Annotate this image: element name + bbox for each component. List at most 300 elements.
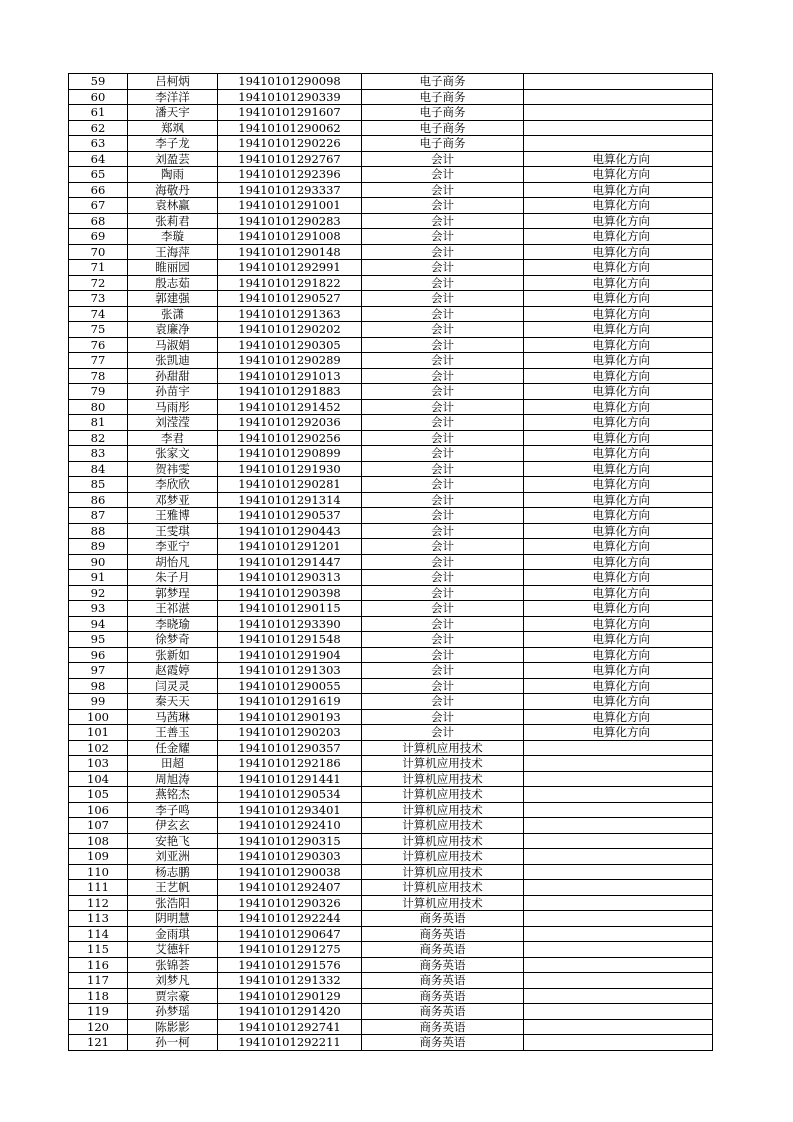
student-id-cell: 19410101290202 <box>218 322 362 338</box>
table-row <box>69 849 713 865</box>
major-cell: 会计 <box>362 601 524 617</box>
direction-cell <box>524 926 713 942</box>
student-id-cell: 19410101290281 <box>218 477 362 493</box>
row-number-cell: 113 <box>69 911 128 927</box>
student-id-cell: 19410101293337 <box>218 182 362 198</box>
direction-cell <box>524 756 713 772</box>
student-name-cell: 刘盈芸 <box>128 151 218 167</box>
table-row <box>69 275 713 291</box>
student-name-cell: 陈影影 <box>128 1019 218 1035</box>
row-number-cell: 118 <box>69 988 128 1004</box>
direction-cell: 电算化方向 <box>524 415 713 431</box>
student-name-cell: 邓梦亚 <box>128 492 218 508</box>
major-cell: 会计 <box>362 616 524 632</box>
direction-cell <box>524 957 713 973</box>
table-row <box>69 198 713 214</box>
row-number-cell: 60 <box>69 89 128 105</box>
table-row <box>69 229 713 245</box>
student-name-cell: 袁廉净 <box>128 322 218 338</box>
student-id-cell: 19410101290256 <box>218 430 362 446</box>
row-number-cell: 111 <box>69 880 128 896</box>
major-cell: 会计 <box>362 477 524 493</box>
student-name-cell: 李子鸣 <box>128 802 218 818</box>
row-number-cell: 67 <box>69 198 128 214</box>
student-id-cell: 19410101291332 <box>218 973 362 989</box>
direction-cell: 电算化方向 <box>524 570 713 586</box>
direction-cell: 电算化方向 <box>524 678 713 694</box>
student-id-cell: 19410101293401 <box>218 802 362 818</box>
row-number-cell: 110 <box>69 864 128 880</box>
major-cell: 会计 <box>362 384 524 400</box>
table-row <box>69 570 713 586</box>
row-number-cell: 83 <box>69 446 128 462</box>
student-id-cell: 19410101291452 <box>218 399 362 415</box>
direction-cell: 电算化方向 <box>524 554 713 570</box>
direction-cell: 电算化方向 <box>524 461 713 477</box>
major-cell: 电子商务 <box>362 89 524 105</box>
student-id-cell: 19410101290315 <box>218 833 362 849</box>
student-name-cell: 刘滢滢 <box>128 415 218 431</box>
table-row <box>69 244 713 260</box>
student-name-cell: 郑飒 <box>128 120 218 136</box>
direction-cell: 电算化方向 <box>524 694 713 710</box>
student-name-cell: 李洋洋 <box>128 89 218 105</box>
table-row <box>69 926 713 942</box>
table-row <box>69 353 713 369</box>
student-id-cell: 19410101290443 <box>218 523 362 539</box>
direction-cell <box>524 895 713 911</box>
table-row <box>69 833 713 849</box>
direction-cell: 电算化方向 <box>524 477 713 493</box>
direction-cell: 电算化方向 <box>524 368 713 384</box>
table-row <box>69 895 713 911</box>
major-cell: 会计 <box>362 508 524 524</box>
major-cell: 会计 <box>362 554 524 570</box>
table-row <box>69 446 713 462</box>
major-cell: 会计 <box>362 461 524 477</box>
row-number-cell: 69 <box>69 229 128 245</box>
major-cell: 会计 <box>362 446 524 462</box>
direction-cell: 电算化方向 <box>524 632 713 648</box>
student-id-cell: 19410101291420 <box>218 1004 362 1020</box>
student-id-cell: 19410101291883 <box>218 384 362 400</box>
student-name-cell: 伊玄玄 <box>128 818 218 834</box>
table-row <box>69 260 713 276</box>
student-name-cell: 李子龙 <box>128 136 218 152</box>
row-number-cell: 116 <box>69 957 128 973</box>
direction-cell: 电算化方向 <box>524 229 713 245</box>
major-cell: 会计 <box>362 182 524 198</box>
major-cell: 商务英语 <box>362 911 524 927</box>
student-id-cell: 19410101290098 <box>218 74 362 90</box>
row-number-cell: 98 <box>69 678 128 694</box>
table-row <box>69 1004 713 1020</box>
direction-cell <box>524 973 713 989</box>
student-name-cell: 袁林赢 <box>128 198 218 214</box>
student-name-cell: 赵霞婷 <box>128 663 218 679</box>
direction-cell <box>524 771 713 787</box>
student-name-cell: 马茜琳 <box>128 709 218 725</box>
table-row <box>69 213 713 229</box>
student-id-cell: 19410101292410 <box>218 818 362 834</box>
table-row <box>69 136 713 152</box>
student-name-cell: 睢丽园 <box>128 260 218 276</box>
row-number-cell: 96 <box>69 647 128 663</box>
student-name-cell: 李君 <box>128 430 218 446</box>
direction-cell: 电算化方向 <box>524 585 713 601</box>
row-number-cell: 64 <box>69 151 128 167</box>
direction-cell: 电算化方向 <box>524 725 713 741</box>
direction-cell: 电算化方向 <box>524 353 713 369</box>
student-id-cell: 19410101290055 <box>218 678 362 694</box>
direction-cell: 电算化方向 <box>524 663 713 679</box>
table-row <box>69 632 713 648</box>
student-id-cell: 19410101290193 <box>218 709 362 725</box>
row-number-cell: 79 <box>69 384 128 400</box>
direction-cell: 电算化方向 <box>524 260 713 276</box>
student-name-cell: 李欣欣 <box>128 477 218 493</box>
table-row <box>69 182 713 198</box>
table-row <box>69 492 713 508</box>
major-cell: 计算机应用技术 <box>362 818 524 834</box>
student-name-cell: 贾宗豪 <box>128 988 218 1004</box>
student-name-cell: 金雨琪 <box>128 926 218 942</box>
row-number-cell: 93 <box>69 601 128 617</box>
student-name-cell: 刘梦凡 <box>128 973 218 989</box>
major-cell: 会计 <box>362 275 524 291</box>
major-cell: 会计 <box>362 260 524 276</box>
student-id-cell: 19410101292407 <box>218 880 362 896</box>
student-name-cell: 李亚宁 <box>128 539 218 555</box>
table-row <box>69 647 713 663</box>
student-name-cell: 燕铭杰 <box>128 787 218 803</box>
major-cell: 会计 <box>362 151 524 167</box>
student-name-cell: 艾德轩 <box>128 942 218 958</box>
table-row <box>69 120 713 136</box>
row-number-cell: 66 <box>69 182 128 198</box>
row-number-cell: 120 <box>69 1019 128 1035</box>
student-id-cell: 19410101290537 <box>218 508 362 524</box>
student-name-cell: 田超 <box>128 756 218 772</box>
major-cell: 商务英语 <box>362 973 524 989</box>
table-row <box>69 880 713 896</box>
student-id-cell: 19410101291441 <box>218 771 362 787</box>
row-number-cell: 78 <box>69 368 128 384</box>
row-number-cell: 115 <box>69 942 128 958</box>
student-id-cell: 19410101292186 <box>218 756 362 772</box>
direction-cell: 电算化方向 <box>524 275 713 291</box>
row-number-cell: 71 <box>69 260 128 276</box>
student-name-cell: 吕柯炳 <box>128 74 218 90</box>
direction-cell: 电算化方向 <box>524 508 713 524</box>
direction-cell: 电算化方向 <box>524 337 713 353</box>
row-number-cell: 117 <box>69 973 128 989</box>
direction-cell: 电算化方向 <box>524 709 713 725</box>
major-cell: 计算机应用技术 <box>362 833 524 849</box>
row-number-cell: 103 <box>69 756 128 772</box>
major-cell: 会计 <box>362 647 524 663</box>
direction-cell <box>524 911 713 927</box>
student-id-cell: 19410101292767 <box>218 151 362 167</box>
student-id-cell: 19410101291447 <box>218 554 362 570</box>
row-number-cell: 89 <box>69 539 128 555</box>
table-row <box>69 694 713 710</box>
direction-cell <box>524 787 713 803</box>
direction-cell: 电算化方向 <box>524 539 713 555</box>
direction-cell: 电算化方向 <box>524 399 713 415</box>
student-id-cell: 19410101290148 <box>218 244 362 260</box>
direction-cell: 电算化方向 <box>524 198 713 214</box>
student-id-cell: 19410101290062 <box>218 120 362 136</box>
major-cell: 商务英语 <box>362 1035 524 1051</box>
major-cell: 商务英语 <box>362 1019 524 1035</box>
major-cell: 会计 <box>362 709 524 725</box>
row-number-cell: 61 <box>69 105 128 121</box>
table-row <box>69 585 713 601</box>
direction-cell <box>524 89 713 105</box>
major-cell: 会计 <box>362 368 524 384</box>
table-row <box>69 740 713 756</box>
table-row <box>69 709 713 725</box>
major-cell: 会计 <box>362 167 524 183</box>
major-cell: 电子商务 <box>362 74 524 90</box>
student-id-cell: 19410101290038 <box>218 864 362 880</box>
direction-cell: 电算化方向 <box>524 182 713 198</box>
row-number-cell: 94 <box>69 616 128 632</box>
student-name-cell: 王祁湛 <box>128 601 218 617</box>
student-id-cell: 19410101291201 <box>218 539 362 555</box>
row-number-cell: 102 <box>69 740 128 756</box>
major-cell: 会计 <box>362 663 524 679</box>
row-number-cell: 109 <box>69 849 128 865</box>
major-cell: 会计 <box>362 244 524 260</box>
table-row <box>69 477 713 493</box>
row-number-cell: 82 <box>69 430 128 446</box>
direction-cell <box>524 818 713 834</box>
student-id-cell: 19410101290129 <box>218 988 362 1004</box>
table-row <box>69 291 713 307</box>
direction-cell: 电算化方向 <box>524 523 713 539</box>
table-row <box>69 725 713 741</box>
table-row <box>69 337 713 353</box>
major-cell: 会计 <box>362 678 524 694</box>
student-name-cell: 马淑娟 <box>128 337 218 353</box>
table-row <box>69 151 713 167</box>
row-number-cell: 108 <box>69 833 128 849</box>
row-number-cell: 90 <box>69 554 128 570</box>
table-row <box>69 942 713 958</box>
row-number-cell: 107 <box>69 818 128 834</box>
student-roster-table <box>68 73 713 1051</box>
row-number-cell: 91 <box>69 570 128 586</box>
student-id-cell: 19410101290339 <box>218 89 362 105</box>
table-row <box>69 539 713 555</box>
student-name-cell: 任金耀 <box>128 740 218 756</box>
major-cell: 会计 <box>362 415 524 431</box>
student-id-cell: 19410101292036 <box>218 415 362 431</box>
major-cell: 会计 <box>362 585 524 601</box>
major-cell: 计算机应用技术 <box>362 895 524 911</box>
row-number-cell: 92 <box>69 585 128 601</box>
major-cell: 电子商务 <box>362 120 524 136</box>
roster-sheet <box>68 73 713 1051</box>
major-cell: 会计 <box>362 322 524 338</box>
student-id-cell: 19410101291001 <box>218 198 362 214</box>
major-cell: 商务英语 <box>362 957 524 973</box>
table-row <box>69 384 713 400</box>
student-id-cell: 19410101293390 <box>218 616 362 632</box>
direction-cell: 电算化方向 <box>524 306 713 322</box>
direction-cell <box>524 136 713 152</box>
table-row <box>69 957 713 973</box>
row-number-cell: 74 <box>69 306 128 322</box>
student-id-cell: 19410101291275 <box>218 942 362 958</box>
direction-cell: 电算化方向 <box>524 601 713 617</box>
row-number-cell: 104 <box>69 771 128 787</box>
student-name-cell: 郭梦珵 <box>128 585 218 601</box>
student-id-cell: 19410101290326 <box>218 895 362 911</box>
student-id-cell: 19410101290527 <box>218 291 362 307</box>
direction-cell <box>524 105 713 121</box>
row-number-cell: 101 <box>69 725 128 741</box>
direction-cell: 电算化方向 <box>524 151 713 167</box>
table-row <box>69 864 713 880</box>
student-name-cell: 孙梦瑶 <box>128 1004 218 1020</box>
major-cell: 电子商务 <box>362 105 524 121</box>
major-cell: 计算机应用技术 <box>362 864 524 880</box>
direction-cell: 电算化方向 <box>524 647 713 663</box>
student-name-cell: 王雅博 <box>128 508 218 524</box>
direction-cell <box>524 988 713 1004</box>
student-id-cell: 19410101292396 <box>218 167 362 183</box>
table-row <box>69 105 713 121</box>
major-cell: 会计 <box>362 492 524 508</box>
table-row <box>69 787 713 803</box>
row-number-cell: 121 <box>69 1035 128 1051</box>
student-id-cell: 19410101291930 <box>218 461 362 477</box>
student-name-cell: 海敬丹 <box>128 182 218 198</box>
student-id-cell: 19410101292211 <box>218 1035 362 1051</box>
student-id-cell: 19410101291822 <box>218 275 362 291</box>
direction-cell <box>524 833 713 849</box>
student-name-cell: 李晓瑜 <box>128 616 218 632</box>
major-cell: 计算机应用技术 <box>362 802 524 818</box>
direction-cell: 电算化方向 <box>524 384 713 400</box>
student-name-cell: 秦天天 <box>128 694 218 710</box>
student-id-cell: 19410101291013 <box>218 368 362 384</box>
student-id-cell: 19410101291314 <box>218 492 362 508</box>
table-row <box>69 523 713 539</box>
major-cell: 会计 <box>362 523 524 539</box>
student-id-cell: 19410101290303 <box>218 849 362 865</box>
table-row <box>69 802 713 818</box>
student-id-cell: 19410101291904 <box>218 647 362 663</box>
student-name-cell: 王雯琪 <box>128 523 218 539</box>
student-id-cell: 19410101292244 <box>218 911 362 927</box>
row-number-cell: 114 <box>69 926 128 942</box>
row-number-cell: 72 <box>69 275 128 291</box>
student-name-cell: 徐梦奇 <box>128 632 218 648</box>
student-id-cell: 19410101290357 <box>218 740 362 756</box>
table-row <box>69 306 713 322</box>
student-id-cell: 19410101290305 <box>218 337 362 353</box>
direction-cell <box>524 802 713 818</box>
row-number-cell: 95 <box>69 632 128 648</box>
student-id-cell: 19410101291576 <box>218 957 362 973</box>
row-number-cell: 100 <box>69 709 128 725</box>
direction-cell <box>524 120 713 136</box>
table-row <box>69 430 713 446</box>
direction-cell <box>524 1035 713 1051</box>
table-row <box>69 756 713 772</box>
major-cell: 会计 <box>362 229 524 245</box>
student-id-cell: 19410101291303 <box>218 663 362 679</box>
student-id-cell: 19410101291363 <box>218 306 362 322</box>
student-id-cell: 19410101291619 <box>218 694 362 710</box>
student-id-cell: 19410101291008 <box>218 229 362 245</box>
row-number-cell: 86 <box>69 492 128 508</box>
student-name-cell: 张新如 <box>128 647 218 663</box>
student-id-cell: 19410101292991 <box>218 260 362 276</box>
row-number-cell: 112 <box>69 895 128 911</box>
table-row <box>69 678 713 694</box>
major-cell: 商务英语 <box>362 942 524 958</box>
student-id-cell: 19410101290313 <box>218 570 362 586</box>
major-cell: 会计 <box>362 632 524 648</box>
row-number-cell: 81 <box>69 415 128 431</box>
student-name-cell: 胡怡凡 <box>128 554 218 570</box>
row-number-cell: 65 <box>69 167 128 183</box>
major-cell: 会计 <box>362 306 524 322</box>
row-number-cell: 77 <box>69 353 128 369</box>
direction-cell: 电算化方向 <box>524 492 713 508</box>
major-cell: 会计 <box>362 198 524 214</box>
table-row <box>69 973 713 989</box>
table-row <box>69 167 713 183</box>
table-row <box>69 818 713 834</box>
direction-cell: 电算化方向 <box>524 213 713 229</box>
direction-cell: 电算化方向 <box>524 167 713 183</box>
major-cell: 商务英语 <box>362 1004 524 1020</box>
student-name-cell: 安艳飞 <box>128 833 218 849</box>
table-row <box>69 1019 713 1035</box>
table-row <box>69 399 713 415</box>
row-number-cell: 106 <box>69 802 128 818</box>
row-number-cell: 85 <box>69 477 128 493</box>
student-name-cell: 马雨彤 <box>128 399 218 415</box>
table-row <box>69 911 713 927</box>
student-name-cell: 殷志茹 <box>128 275 218 291</box>
student-name-cell: 李璇 <box>128 229 218 245</box>
student-id-cell: 19410101290289 <box>218 353 362 369</box>
direction-cell: 电算化方向 <box>524 616 713 632</box>
student-name-cell: 王海萍 <box>128 244 218 260</box>
student-id-cell: 19410101290647 <box>218 926 362 942</box>
major-cell: 会计 <box>362 337 524 353</box>
student-name-cell: 朱子月 <box>128 570 218 586</box>
direction-cell: 电算化方向 <box>524 446 713 462</box>
student-name-cell: 孙苗宇 <box>128 384 218 400</box>
direction-cell <box>524 849 713 865</box>
row-number-cell: 88 <box>69 523 128 539</box>
student-id-cell: 19410101290203 <box>218 725 362 741</box>
table-row <box>69 663 713 679</box>
table-row <box>69 771 713 787</box>
student-name-cell: 杨志鹏 <box>128 864 218 880</box>
major-cell: 会计 <box>362 291 524 307</box>
student-name-cell: 张潇 <box>128 306 218 322</box>
student-name-cell: 周旭涛 <box>128 771 218 787</box>
